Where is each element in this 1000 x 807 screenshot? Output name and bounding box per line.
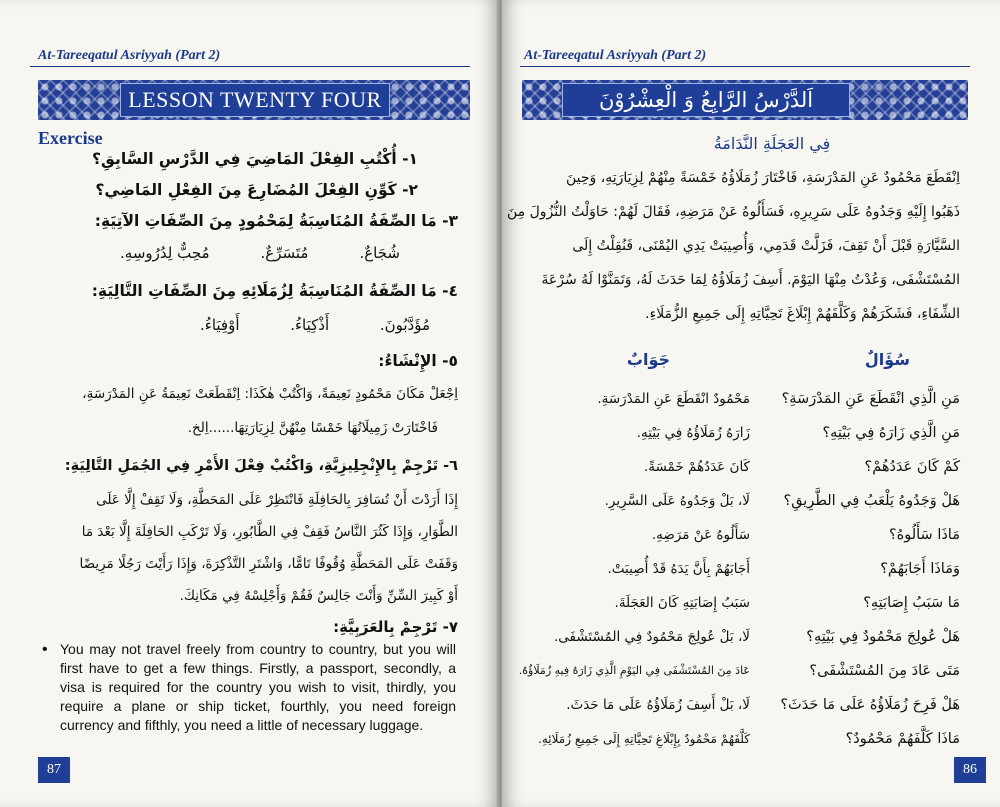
adjective: مُتَسَرِّعٌ. [260,244,309,262]
adjective: أَوْفِيَاءُ. [200,316,240,334]
passage-line-4: المُسْتَشْفَى، وَعُدْتُ مِنْهَا اليَوْمَ. أَسِفَ زُمَلَاؤُهُ لِمَا حَدَثَ لَهُ، وَتَمَنَّوْا لَهُ سُرْعَةَ [541,272,960,288]
composition-line-2: فَاخْتَارَتْ زَمِيلَاتُهَا خَمْسًا مِنْهُنَّ لِزِيَارَتِهَا......اِلخ. [187,420,438,436]
exercise-item-3: ٣- مَا الصِّفَةُ المُنَاسِبَةُ لِمَحْمُودٍ مِنَ الصِّفَاتِ الآتِيَةِ: [94,212,458,230]
answer: أَجَابَهُمْ بِأَنَّ يَدَهُ قَدْ أُصِيبَتْ. [607,561,750,577]
passage-line-1: اِنْقَطَعَ مَحْمُودٌ عَنِ المَدْرَسَةِ، فَاخْتَارَ زُمَلَاؤُهُ خَمْسَةً مِنْهُمْ لِزِيَارَتِهِ، وَحِينَ [565,170,960,186]
answers-column [520,382,750,756]
answer-header: جَوَابٌ [626,350,670,369]
adjective: مُؤَدَّبُونَ. [379,316,430,334]
adjectives-colleagues [200,316,430,334]
adjective: أَذْكِيَاءُ. [290,316,330,334]
question: مَاذَا كَلَّفَهُمْ مَحْمُودٌ؟ [845,731,960,747]
lesson-title: اَلدَّرْسُ الرَّابِعُ وَ الْعِشْرُوْنَ [562,83,850,117]
right-page [502,0,1000,807]
composition-line-1: اِجْعَلْ مَكَانَ مَحْمُودٍ نَعِيمَةً، وَاكْتُبْ هٰكَذَا: اِنْقَطَعَتْ نَعِيمَةُ عَنِ المَدْرَسَةِ، [82,386,458,402]
adjective: شُجَاعٌ. [359,244,400,262]
exercise-item-7: ٧- تَرْجِمْ بِالعَرَبِيَّةِ: [333,618,458,636]
translation-line-3: وَقَفَتْ عَلَى المَحَطَّةِ وُقُوفًا تَامًّا، وَاشْتَرِ التَّذْكِرَةَ، وَإِذَا رَأَيْتَ رَجُلًا مَرِيضًا [79,556,458,572]
translation-line-1: إِذَا أَرَدْتَ أَنْ تُسَافِرَ بِالحَافِلَةِ فَانْتَظِرْ عَلَى المَحَطَّةِ، وَلَا تَقِفْ إِلَّا عَلَى [96,492,458,508]
question: وَمَاذَا أَجَابَهُمْ؟ [880,561,960,577]
question: هَلْ وَجَدُوهُ يَلْعَبُ فِي الطَّرِيقِ؟ [783,493,960,509]
bullet-icon: • [42,641,48,658]
lesson-title: LESSON TWENTY FOUR [120,83,390,117]
answer: زَارَهُ زُمَلَاؤُهُ فِي بَيْتِهِ. [636,425,750,441]
bullet-text: You may not travel freely from country to country, but you will first have to get a few things. Firstly, a passport, secondly, a visa is required for the country you wish to visit, thirdly, you require a plane or ship ticket, fourthly, you need foreign currency and fifthly, you need a little of necessary luggage. [60,641,456,733]
answer: سَبَبُ إِصَابَتِهِ كَانَ العَجَلَةَ. [614,595,750,611]
answer: كَلَّفَهُمْ مَحْمُودٌ بِإِبْلَاغِ تَحِيَّاتِهِ إِلَى جَمِيعِ زُمَلَائِهِ. [538,732,750,746]
question: مَنِ الَّذِي زَارَهُ فِي بَيْتِهِ؟ [822,425,960,441]
left-page [0,0,498,807]
question: كَمْ كَانَ عَدَدُهُمْ؟ [864,459,960,475]
page-number: 87 [38,757,70,783]
question: مَنِ الَّذِي انْقَطَعَ عَنِ المَدْرَسَةِ؟ [781,391,960,407]
exercise-item-5: ٥- الإِنْشَاءُ: [378,352,458,370]
page-number: 86 [954,757,986,783]
answer: لَا، بَلْ أَسِفَ زُمَلَاؤُهُ عَلَى مَا حَدَثَ. [566,697,750,713]
exercise-item-2: ٢- كَوِّنِ الفِعْلَ المُضَارِعَ مِنَ الفِعْلِ المَاضِي؟ [95,181,418,199]
exercise-label: Exercise [38,128,103,148]
lesson-banner [522,80,968,120]
running-head: At-Tareeqatul Asriyyah (Part 2) [38,48,221,63]
answer: عَادَ مِنَ المُسْتَشْفَى فِي اليَوْمِ الَّذِي زَارَهُ فِيهِ زُمَلَاؤُهُ. [518,664,750,677]
question: مَاذَا سَأَلُوهُ؟ [888,527,960,543]
running-head: At-Tareeqatul Asriyyah (Part 2) [524,48,707,63]
question: هَلْ عُولِجَ مَحْمُودٌ فِي بَيْتِهِ؟ [806,629,960,645]
question: هَلْ فَرِحَ زُمَلَاؤُهُ عَلَى مَا حَدَثَ؟ [780,697,960,713]
translation-line-4: أَوْ كَبِيرَ السِّنِّ وَأَنْتَ جَالِسٌ فَقُمْ وَأَجْلِسْهُ فِي مَكَانِكَ. [179,588,458,604]
lesson-banner [38,80,470,120]
question-header: سُؤَالٌ [864,350,910,369]
header-rule [520,66,970,67]
passage-line-5: الشِّفَاءِ، فَشَكَرَهُمْ وَكَلَّفَهُمْ إِبْلَاغَ تَحِيَّاتِهِ إِلَى جَمِيعِ الزُّمَلَاءِ. [645,306,960,322]
translation-passage [42,640,456,735]
header-rule [30,66,470,67]
answer: مَحْمُودٌ انْقَطَعَ عَنِ المَدْرَسَةِ. [597,391,750,407]
translation-line-2: الطَّوَارِ، وَإِذَا كَثُرَ النَّاسُ فَقِفْ فِي الطَّابُورِ، وَلَا تَرْكَبِ الحَافِلَةَ إِلَّا بَعْدَ مَا [81,524,458,540]
adjective: مُحِبٌّ لِدُرُوسِهِ. [120,244,210,262]
adjectives-mahmood [120,244,400,262]
answer: كَانَ عَدَدُهُمْ خَمْسَةً. [643,459,750,475]
answer: سَأَلُوهُ عَنْ مَرَضِهِ. [651,527,750,543]
exercise-item-1: ١- أُكْتُبِ الفِعْلَ المَاضِيَ فِي الدَّرْسِ السَّابِقِ؟ [92,150,418,168]
passage-line-3: السَّيَّارَةِ قَبْلَ أَنْ تَقِفَ، فَزَلَّتْ قَدَمِي، وَأُصِيبَتْ يَدِي اليُمْنَى، فَنُقِلْتُ إِلَى [572,238,960,254]
exercise-item-6: ٦- تَرْجِمْ بِالإِنْجِلِيزِيَّةِ، وَاكْتُبْ فِعْلَ الأَمْرِ فِي الجُمَلِ التَّالِيَةِ: [64,458,458,474]
questions-column [760,382,960,756]
story-title: فِي العَجَلَةِ النَّدَامَةُ [713,134,831,153]
passage-line-2: ذَهَبُوا إِلَيْهِ وَجَدُوهُ عَلَى سَرِيرِهِ، فَسَأَلُوهُ عَنْ مَرَضِهِ، فَقَالَ لَهُمْ: حَاوَلْتُ النُّزُولَ مِنَ [507,204,960,220]
exercise-item-4: ٤- مَا الصِّفَةُ المُنَاسِبَةُ لِزُمَلَائِهِ مِنَ الصِّفَاتِ التَّالِيَةِ: [91,282,458,300]
answer: لَا، بَلْ وَجَدُوهُ عَلَى السَّرِيرِ. [604,493,750,509]
question: مَتَى عَادَ مِنَ المُسْتَشْفَى؟ [809,663,960,679]
question: مَا سَبَبُ إِصَابَتِهِ؟ [863,595,960,611]
answer: لَا، بَلْ عُولِجَ مَحْمُودٌ فِي المُسْتَشْفَى. [554,629,750,645]
